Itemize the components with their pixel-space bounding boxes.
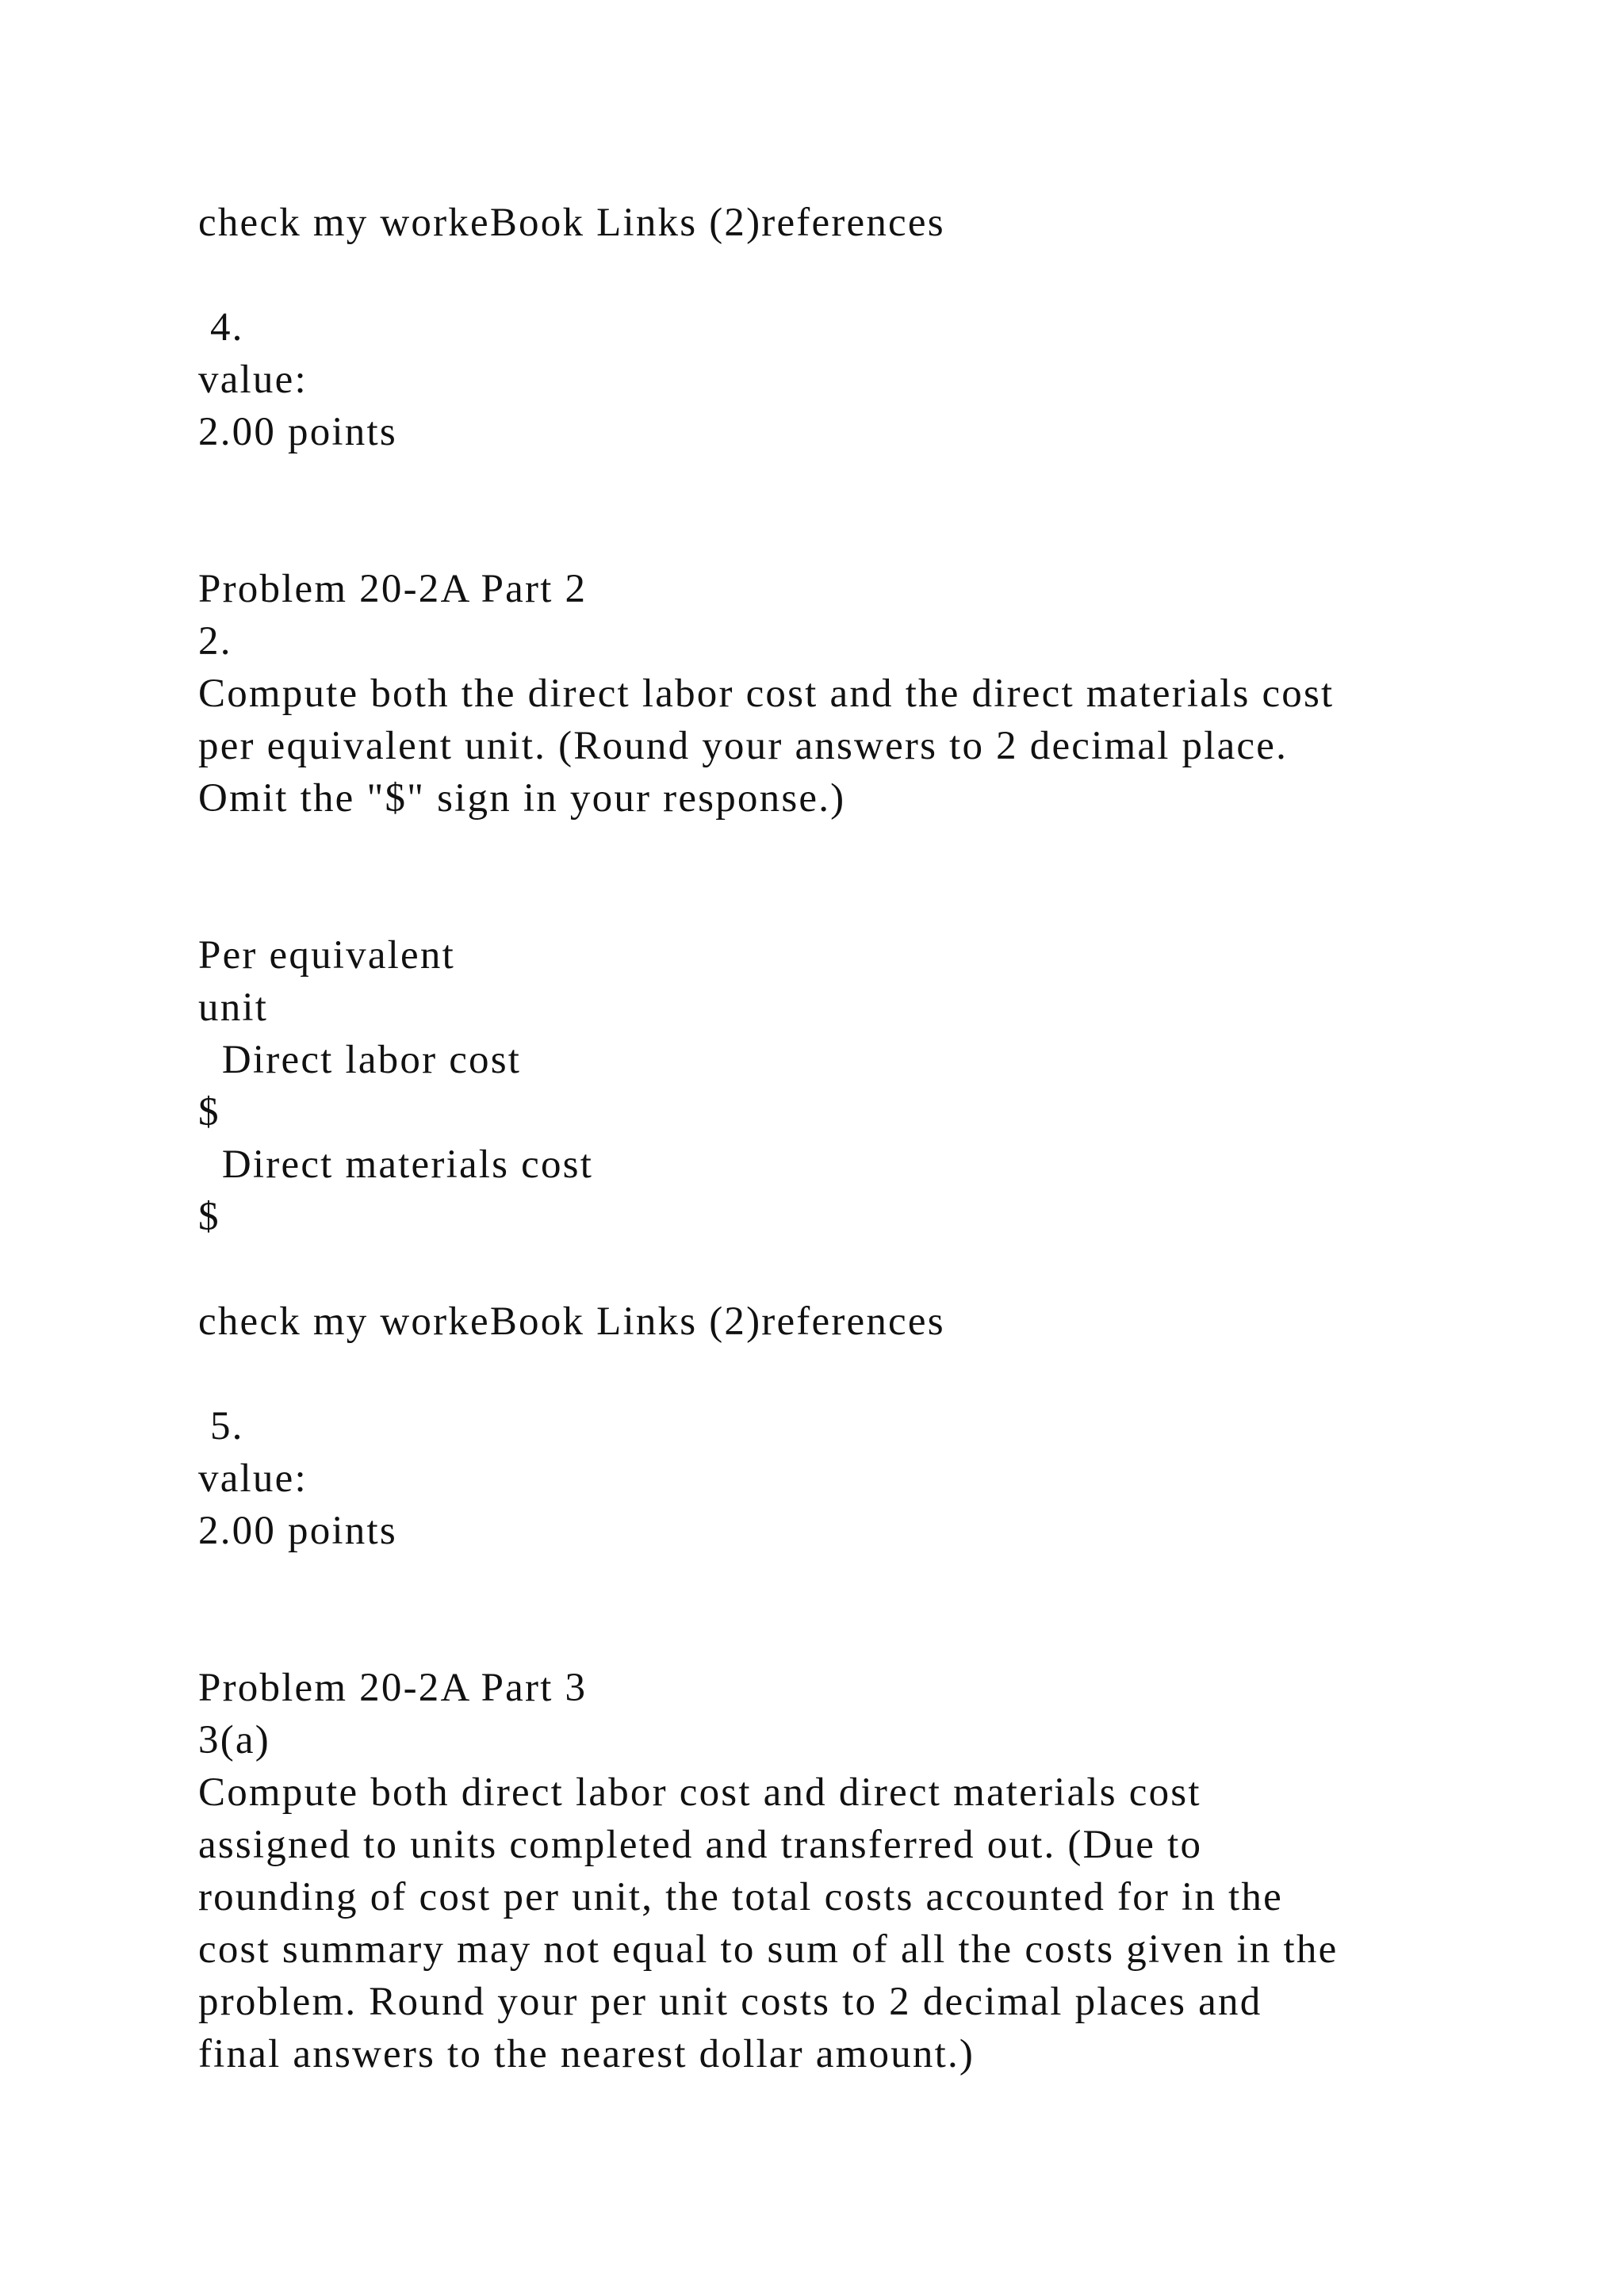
- instructions-line: Omit the "$" sign in your response.): [198, 776, 846, 821]
- row-label-direct-materials: Direct materials cost: [198, 1142, 594, 1187]
- check-work-links[interactable]: check my workeBook Links (2)references: [198, 201, 945, 245]
- table-header: unit: [198, 985, 269, 1030]
- instructions-line: Compute both the direct labor cost and the direct materials cost: [198, 672, 1335, 716]
- instructions-line: rounding of cost per unit, the total costs accounted for in the: [198, 1875, 1283, 1919]
- question-number: 5.: [198, 1404, 244, 1448]
- check-work-links[interactable]: check my workeBook Links (2)references: [198, 1299, 945, 1344]
- points-value: 2.00 points: [198, 1509, 397, 1553]
- instructions-line: cost summary may not equal to sum of all the costs given in the: [198, 1927, 1339, 1972]
- dollar-input-direct-materials[interactable]: $: [198, 1195, 220, 1239]
- row-label-direct-labor: Direct labor cost: [198, 1038, 522, 1082]
- question-number: 4.: [198, 305, 244, 350]
- instructions-line: final answers to the nearest dollar amount.): [198, 2032, 975, 2076]
- problem-part: 2.: [198, 619, 232, 664]
- instructions-line: per equivalent unit. (Round your answers to 2 decimal place.: [198, 724, 1289, 768]
- dollar-input-direct-labor[interactable]: $: [198, 1090, 220, 1135]
- instructions-line: assigned to units completed and transferred out. (Due to: [198, 1823, 1203, 1867]
- instructions-line: Compute both direct labor cost and direct materials cost: [198, 1770, 1201, 1815]
- problem-title: Problem 20-2A Part 2: [198, 567, 588, 611]
- problem-part: 3(a): [198, 1718, 270, 1762]
- table-header: Per equivalent: [198, 933, 455, 978]
- value-label: value:: [198, 358, 308, 402]
- problem-title: Problem 20-2A Part 3: [198, 1666, 588, 1710]
- points-value: 2.00 points: [198, 410, 397, 454]
- value-label: value:: [198, 1456, 308, 1501]
- instructions-line: problem. Round your per unit costs to 2 decimal places and: [198, 1980, 1262, 2024]
